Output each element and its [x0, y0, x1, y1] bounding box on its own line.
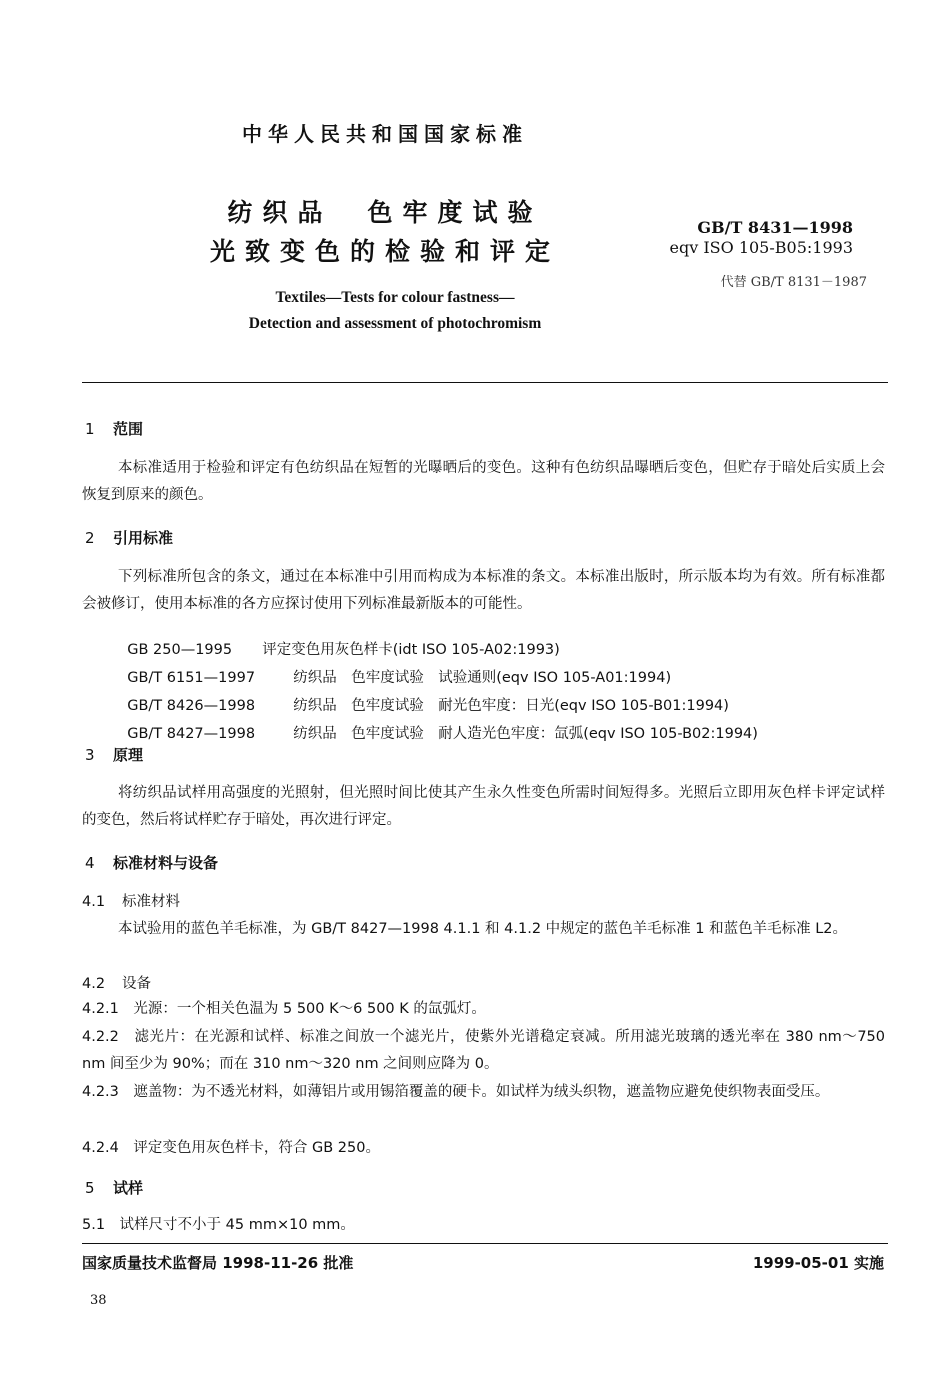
reference-item: GB/T 8426—1998 纺织品 色牢度试验 耐光色牢度：日光(eqv ISO 105-B01:1994): [127, 698, 729, 714]
section-3-heading: 3 原理: [85, 746, 144, 764]
clause-4-2-1: 4.2.1 光源：一个相关色温为 5 500 K～6 500 K 的氙弧灯。: [82, 1001, 486, 1017]
footer-divider: [82, 1243, 888, 1244]
effective-date: 1999-05-01 实施: [752, 1254, 884, 1272]
title-en-line2: Detection and assessment of photochromism: [248, 315, 542, 332]
section-3-text: 将纺织品试样用高强度的光照射，但光照时间比使其产生永久性变色所需时间短得多。光照后立即用灰色样卡评定试样的变色，然后将试样贮存于暗处，再次进行评定。: [82, 785, 885, 828]
clause-4-2-4: 4.2.4 评定变色用灰色样卡，符合 GB 250。: [82, 1140, 380, 1156]
clause-4-2-2: 4.2.2 滤光片：在光源和试样、标准之间放一个滤光片，使紫外光谱稳定衰减。所用滤光玻璃的透光率在 380 nm～750 nm 间至少为 90%；而在 310 nm～320 nm 之间则应降为 0。: [82, 1029, 885, 1072]
clause-5-1: 5.1 试样尺寸不小于 45 mm×10 mm。: [82, 1217, 355, 1233]
replaces-standard: 代替 GB/T 8131－1987: [720, 275, 867, 290]
title-en-line1: Textiles—Tests for colour fastness—: [275, 289, 515, 306]
standard-number: GB/T 8431—1998: [697, 218, 853, 237]
title-zh-line1: 纺织品 色牢度试验: [227, 198, 543, 227]
section-1-text: 本标准适用于检验和评定有色纺织品在短暂的光曝晒后的变色。这种有色纺织品曝晒后变色，但贮存于暗处后实质上会恢复到原来的颜色。: [82, 460, 885, 503]
header-divider: [82, 382, 888, 383]
reference-item: GB/T 6151—1997 纺织品 色牢度试验 试验通则(eqv ISO 105-A01:1994): [127, 670, 672, 686]
iso-equivalence: eqv ISO 105-B05:1993: [669, 238, 853, 257]
clause-4-2-3: 4.2.3 遮盖物：为不透光材料，如薄铝片或用锡箔覆盖的硬卡。如试样为绒头织物，遮盖物应避免使织物表面受压。: [82, 1084, 830, 1100]
subsection-4-1-heading: 4.1 标准材料: [82, 894, 180, 910]
section-4-heading: 4 标准材料与设备: [85, 854, 219, 872]
reference-item: GB 250—1995 评定变色用灰色样卡(idt ISO 105-A02:1993): [127, 642, 560, 658]
page-number: 38: [90, 1293, 107, 1308]
subsection-4-1-text: 本试验用的蓝色羊毛标准，为 GB/T 8427—1998 4.1.1 和 4.1.2 中规定的蓝色羊毛标准 1 和蓝色羊毛标准 L2。: [118, 921, 848, 937]
approval-date: 国家质量技术监督局 1998-11-26 批准: [82, 1254, 354, 1272]
section-1-heading: 1 范围: [85, 420, 144, 438]
section-5-heading: 5 试样: [85, 1179, 144, 1197]
title-zh-line2: 光致变色的检验和评定: [209, 237, 560, 266]
national-standard-heading: 中华人民共和国国家标准: [242, 122, 528, 146]
subsection-4-2-heading: 4.2 设备: [82, 976, 151, 992]
section-2-text: 下列标准所包含的条文，通过在本标准中引用而构成为本标准的条文。本标准出版时，所示版本均为有效。所有标准都会被修订，使用本标准的各方应探讨使用下列标准最新版本的可能性。: [82, 569, 885, 612]
reference-item: GB/T 8427—1998 纺织品 色牢度试验 耐人造光色牢度：氙弧(eqv ISO 105-B02:1994): [127, 726, 758, 742]
section-2-heading: 2 引用标准: [85, 529, 174, 547]
